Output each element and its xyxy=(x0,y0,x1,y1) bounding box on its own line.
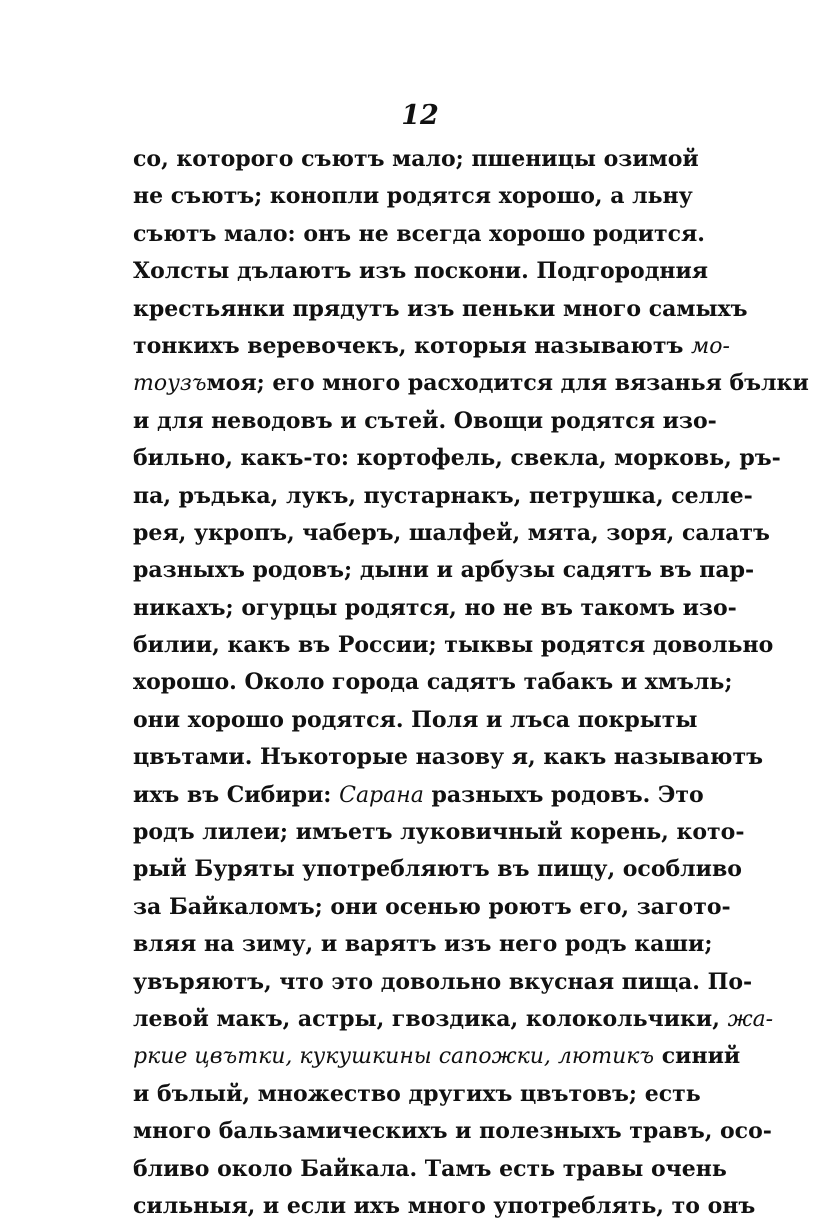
text-line: бливо около Байкала. Тамъ есть травы очень xyxy=(133,1155,727,1182)
text-segment: синий xyxy=(661,1043,741,1070)
text-segment: левой макъ, астры, гвоздика, колокольчики, xyxy=(133,1005,720,1032)
text-line xyxy=(133,365,809,402)
text-line: хорошо. Около города садятъ табакъ и хмъль; xyxy=(133,669,733,696)
page-number: 12 xyxy=(401,100,439,131)
text-segment: моя; xyxy=(206,370,265,397)
text-line: разныхъ родовъ; дыни и арбузы садятъ въ пар- xyxy=(133,557,755,584)
text-segment: тонкихъ веревочекъ, которыя называютъ xyxy=(133,332,684,359)
text-segment: ихъ въ Сибири: xyxy=(133,781,332,808)
text-line xyxy=(133,777,704,814)
text-line: крестьянки прядутъ изъ пеньки много самыхъ xyxy=(133,295,748,322)
text-line: со, которого съютъ мало; пшеницы озимой xyxy=(133,146,699,172)
text-line: никахъ; огурцы родятся, но не въ такомъ изо- xyxy=(133,594,737,621)
text-line: увъряютъ, что это довольно вкусная пища. По- xyxy=(133,968,753,995)
text-line xyxy=(133,1038,741,1075)
text-line: рый Буряты употребляютъ въ пищу, особливо xyxy=(133,856,742,883)
text-line: съютъ мало: онъ не всегда хорошо родится. xyxy=(133,220,705,247)
text-line: бильно, какъ-то: кортофель, свекла, морковь, ръ- xyxy=(133,445,781,472)
text-line: рея, укропъ, чаберъ, шалфей, мята, зоря, салатъ xyxy=(133,519,770,546)
body-text xyxy=(133,141,809,1225)
text-line: цвътами. Нъкоторые назову я, какъ называютъ xyxy=(133,744,763,771)
text-line xyxy=(133,1001,774,1038)
text-line: много бальзамическихъ и полезныхъ травъ, осо- xyxy=(133,1118,772,1145)
text-segment: разныхъ родовъ. Это xyxy=(431,781,704,808)
text-line: они хорошо родятся. Поля и лъса покрыты xyxy=(133,706,698,733)
text-line: не съютъ; конопли родятся хорошо, а льну xyxy=(133,183,693,210)
text-line xyxy=(133,328,730,365)
text-line: вляя на зиму, и варятъ изъ него родъ каши; xyxy=(133,931,713,958)
italic-term: мо- xyxy=(691,333,730,359)
text-line: и для неводовъ и сътей. Овощи родятся изо- xyxy=(133,407,717,434)
italic-term: Сарана xyxy=(339,782,424,808)
text-line: родъ лилеи; имъетъ луковичный корень, кото- xyxy=(133,819,745,846)
italic-term: жа- xyxy=(727,1006,774,1032)
text-line: Холсты дълаютъ изъ поскони. Подгородния xyxy=(133,258,709,285)
text-segment: его много расходится для вязанья бълки xyxy=(272,370,809,397)
text-line: па, ръдька, лукъ, пустарнакъ, петрушка, селле- xyxy=(133,482,753,509)
text-line: билии, какъ въ России; тыквы родятся довольно xyxy=(133,632,774,659)
italic-term: тоузъ xyxy=(133,371,207,397)
italic-term: ркие цвътки, кукушкины сапожки, лютикъ xyxy=(133,1044,655,1070)
text-line: сильныя, и если ихъ много употреблять, то онъ xyxy=(133,1192,756,1219)
text-line: за Байкаломъ; они осенью роютъ его, загото- xyxy=(133,893,731,920)
text-line: и бълый, множество другихъ цвътовъ; есть xyxy=(133,1080,701,1107)
